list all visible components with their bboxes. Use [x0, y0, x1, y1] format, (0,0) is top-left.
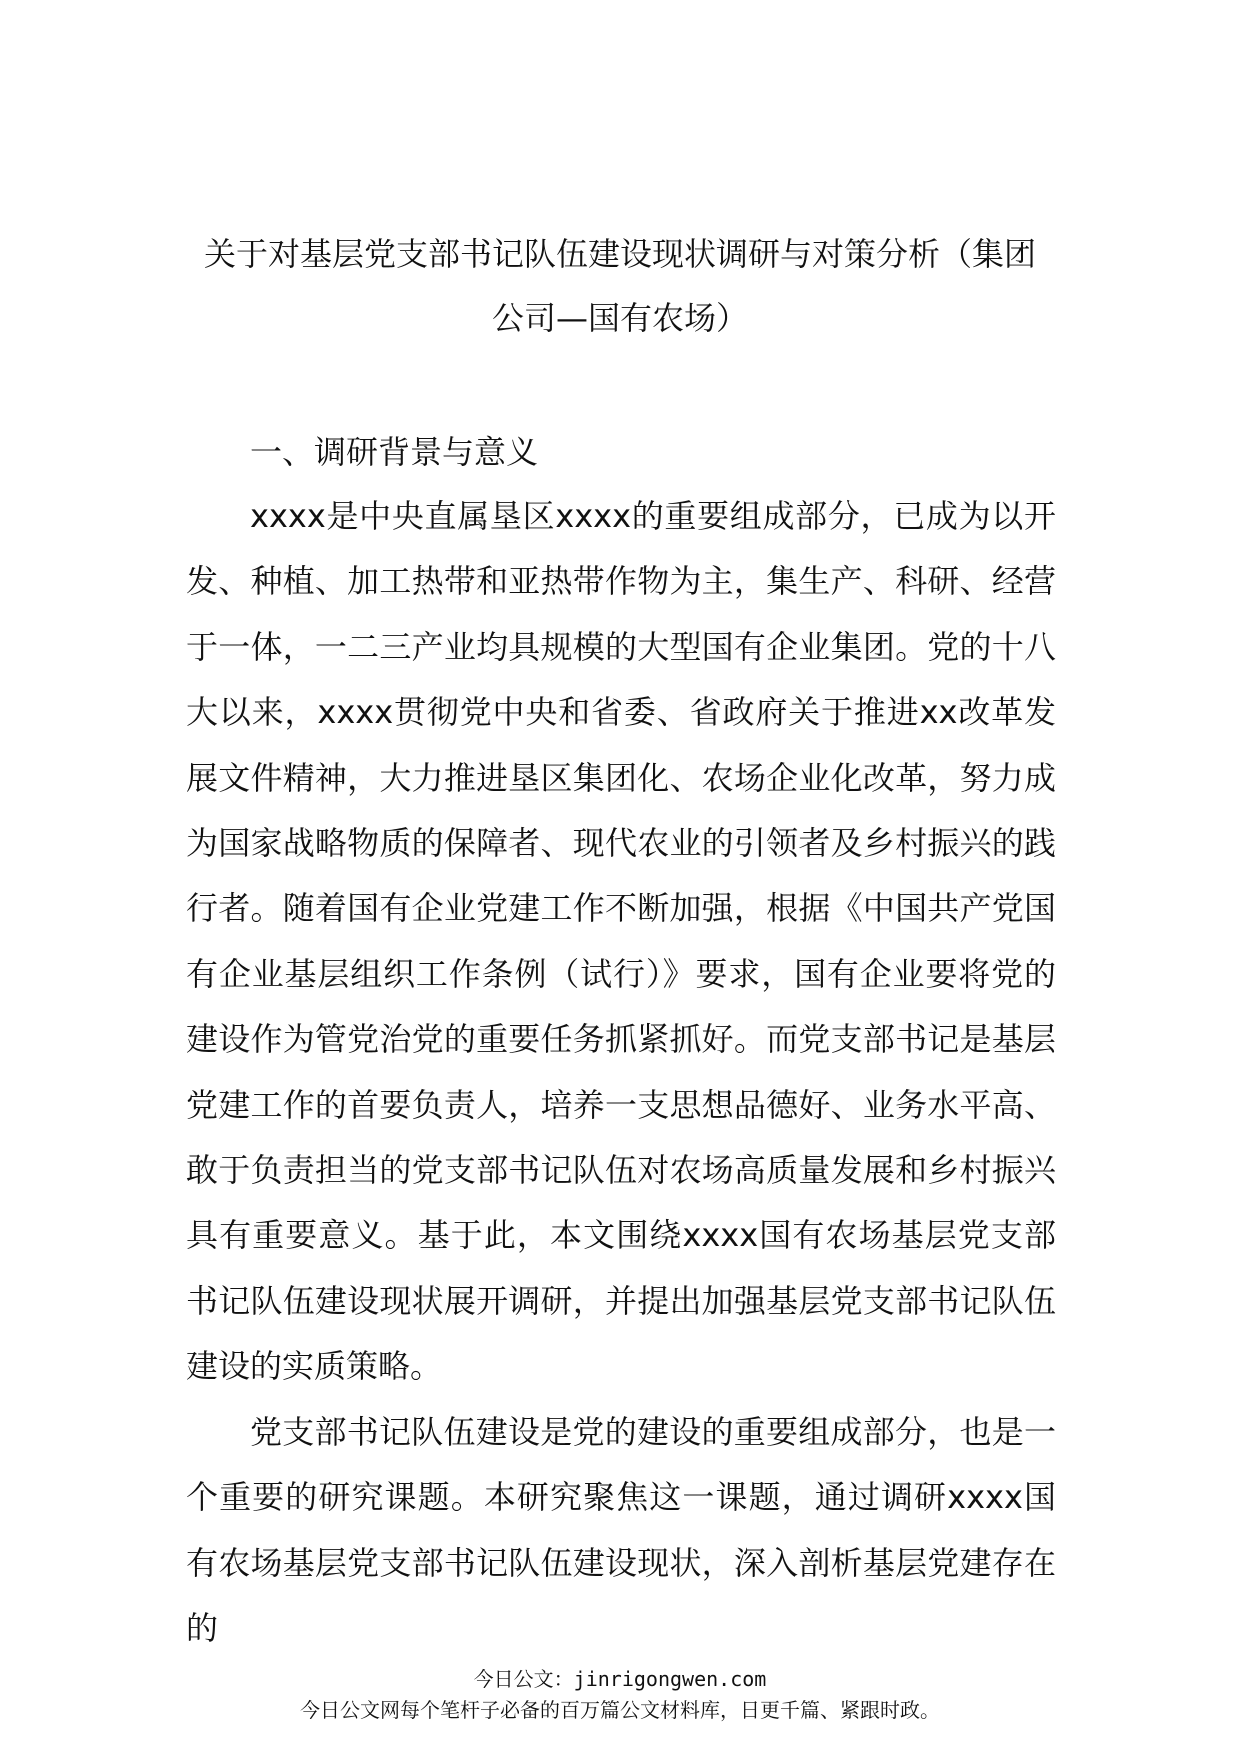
- paragraph: 党支部书记队伍建设是党的建设的重要组成部分，也是一个重要的研究课题。本研究聚焦这一课题，通过调研xxxx国有农场基层党支部书记队伍建设现状，深入剖析基层党建存在的: [186, 1412, 1056, 1647]
- footer-label: 今日公文：: [473, 1667, 574, 1691]
- page-title: 关于对基层党支部书记队伍建设现状调研与对策分析（集团公司—国有农场）: [203, 235, 1036, 337]
- section-heading: 一、调研背景与意义: [250, 433, 539, 471]
- footer-source-line: [0, 1664, 1240, 1695]
- footer: [0, 1664, 1240, 1726]
- footer-site-link[interactable]: jinrigongwen.com: [573, 1667, 767, 1691]
- paragraph: xxxx是中央直属垦区xxxx的重要组成部分，已成为以开发、种植、加工热带和亚热带作物为主，集生产、科研、经营于一体，一二三产业均具规模的大型国有企业集团。党的十八大以来，xxxx贯彻党中央和省委、省政府关于推进xx改革发展文件精神，大力推进垦区集团化、农场企业化改革，努力成为国家战略物质的保障者、现代农业的引领者及乡村振兴的践行者。随着国有企业党建工作不断加强，根据《中国共产党国有企业基层组织工作条例（试行）》要求，国有企业要将党的建设作为管党治党的重要任务抓紧抓好。而党支部书记是基层党建工作的首要负责人，培养一支思想品德好、业务水平高、敢于负责担当的党支部书记队伍对农场高质量发展和乡村振兴具有重要意义。基于此，本文围绕xxxx国有农场基层党支部书记队伍建设现状展开调研，并提出加强基层党支部书记队伍建设的实质策略。: [186, 497, 1056, 1386]
- footer-slogan: 今日公文网每个笔杆子必备的百万篇公文材料库，日更千篇、紧跟时政。: [300, 1698, 940, 1722]
- body-text: [186, 484, 1056, 1661]
